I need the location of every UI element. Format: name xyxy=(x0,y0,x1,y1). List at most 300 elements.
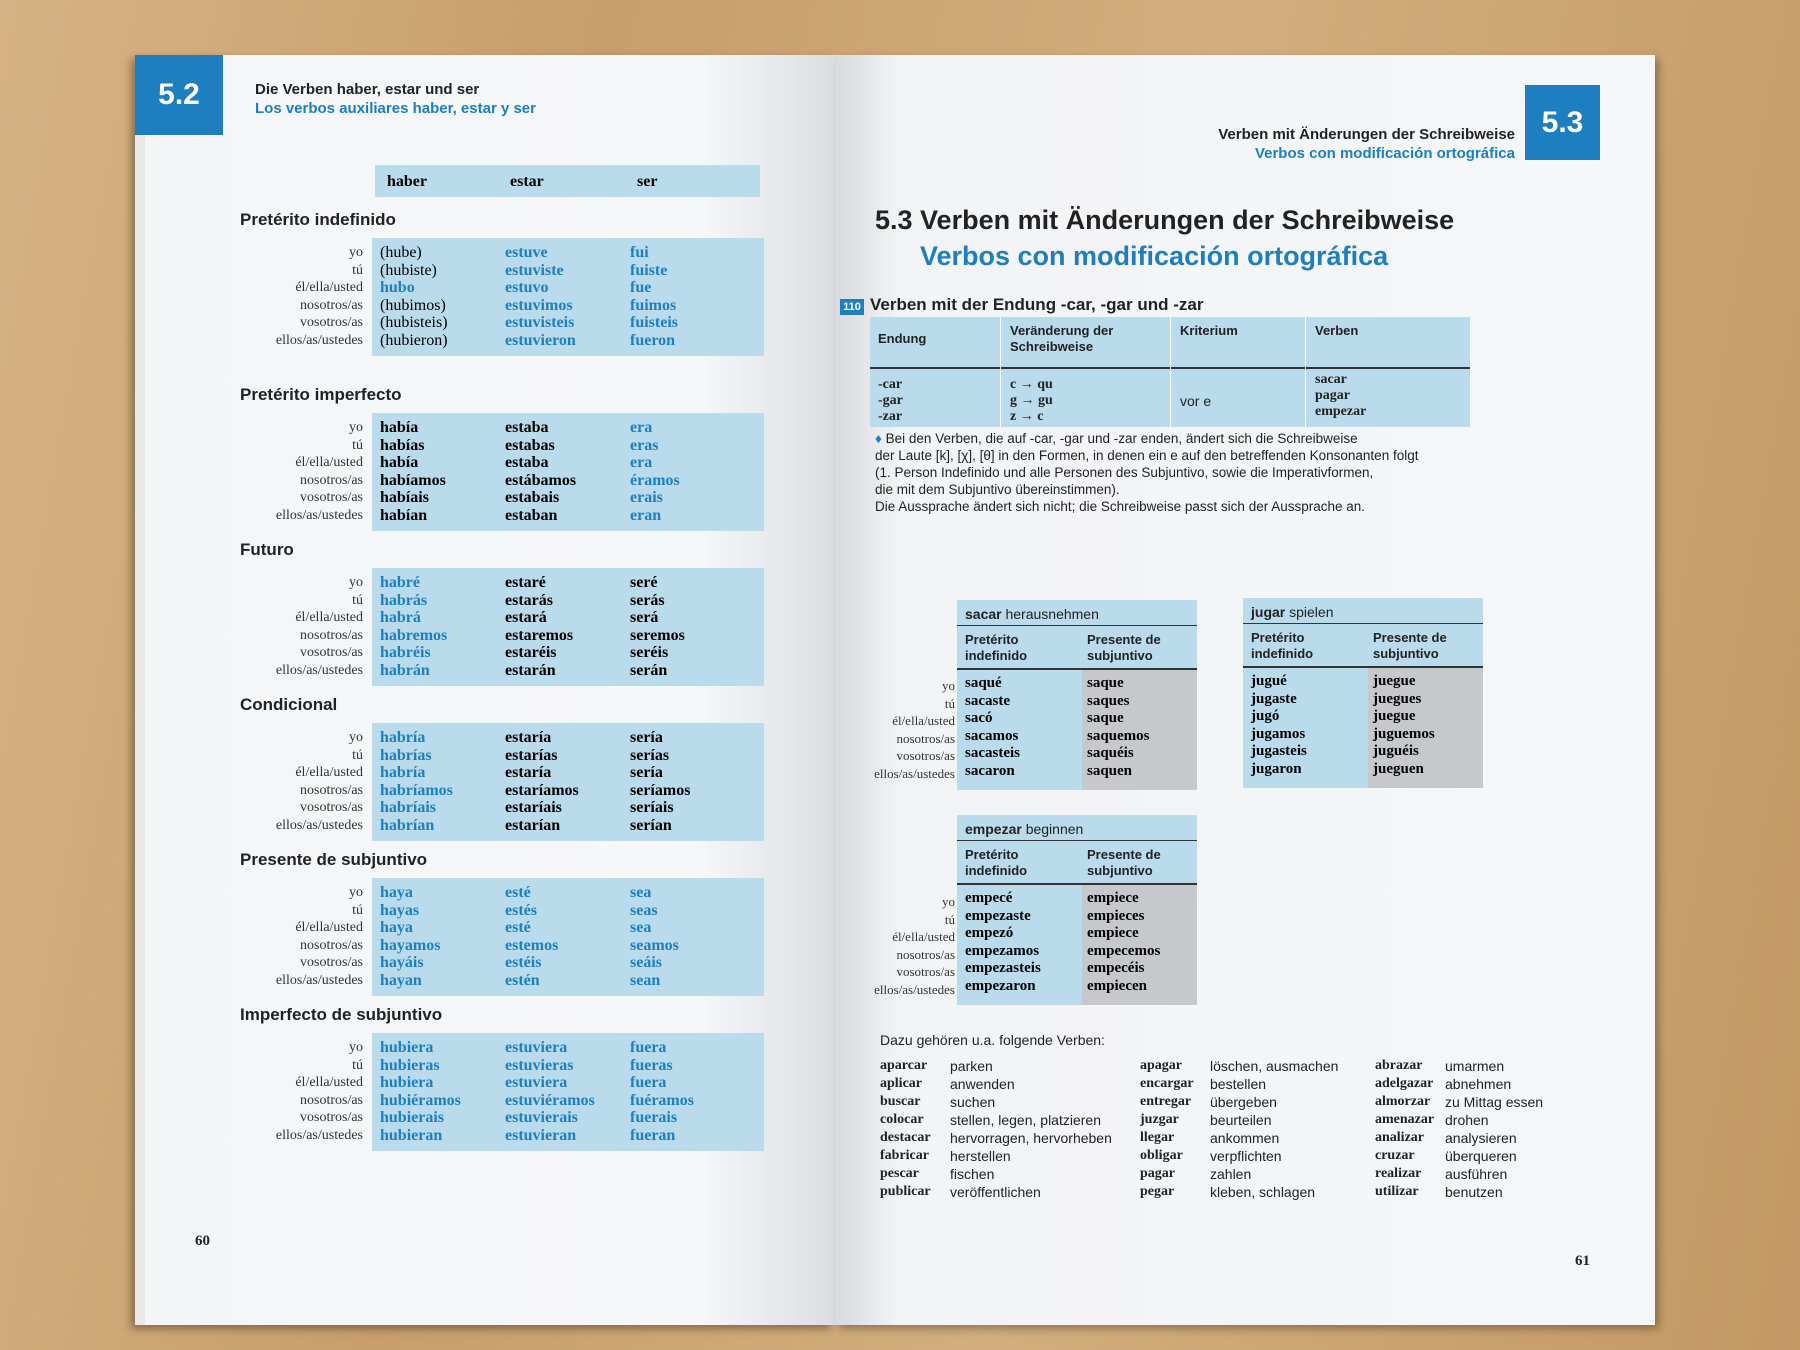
conjugation-table xyxy=(235,723,765,841)
change: z → c xyxy=(1010,409,1044,424)
table-rule xyxy=(957,625,1197,626)
para-line: der Laute [k], [χ], [θ] in den Formen, in denen ein e auf den betreffenden Konsonanten folgt xyxy=(875,448,1419,463)
verb-list-item xyxy=(880,1075,1130,1093)
th-indefinido: Pretérito indefinido xyxy=(965,632,1028,663)
verb-list-item xyxy=(1140,1165,1370,1183)
german-meaning: benutzen xyxy=(1445,1184,1503,1200)
pronoun: él/ella/usted xyxy=(295,610,363,625)
german-meaning: zahlen xyxy=(1210,1166,1252,1182)
german-meaning: veröffentlichen xyxy=(950,1184,1041,1200)
pronoun: ellos/as/ustedes xyxy=(874,765,955,781)
ending: -car xyxy=(878,377,903,392)
verb-list-item xyxy=(1375,1183,1635,1201)
verb-form: estarás xyxy=(505,591,553,609)
pronoun: nosotros/as xyxy=(300,297,363,313)
verb-form: empiece xyxy=(1087,890,1139,906)
verb-list-column xyxy=(880,1057,1130,1201)
verb-form: haya xyxy=(380,884,413,901)
verb-form: sacó xyxy=(965,710,993,726)
para-line: Die Aussprache ändert sich nicht; die Schreibweise passt sich der Aussprache an. xyxy=(875,499,1366,514)
spanish-verb: destacar xyxy=(880,1130,931,1145)
chapter-badge-left: 5.2 xyxy=(135,55,223,135)
verb-form: estaré xyxy=(505,574,546,591)
verb-form: (hubisteis) xyxy=(380,314,448,331)
table-rule xyxy=(957,840,1197,841)
conjugation-table xyxy=(235,413,765,531)
section-title: Imperfecto de subjuntivo xyxy=(240,1005,443,1024)
verb-table-sacar xyxy=(957,600,1197,790)
page-number-left: 60 xyxy=(195,1233,210,1249)
verb-form: habremos xyxy=(380,626,448,644)
verb-form: habían xyxy=(380,506,428,524)
verb-form: fui xyxy=(630,244,649,261)
header-de: Die Verben haber, estar und ser xyxy=(255,81,480,98)
spanish-verb: publicar xyxy=(880,1184,931,1199)
right-page xyxy=(835,55,1655,1325)
verb-form: saquemos xyxy=(1087,727,1150,744)
verb-form: estuvo xyxy=(505,279,549,296)
col-estar xyxy=(505,1039,595,1144)
german-meaning: suchen xyxy=(950,1094,996,1110)
verb-form: habría xyxy=(380,764,426,781)
verb-form: estaremos xyxy=(505,626,574,644)
conjugation-table xyxy=(235,1033,765,1151)
column-header-row xyxy=(375,165,760,197)
german-meaning: analysieren xyxy=(1445,1130,1517,1146)
spanish-verb: pagar xyxy=(1140,1166,1175,1181)
pronoun: yo xyxy=(349,885,363,900)
verb-form: saquéis xyxy=(1087,745,1134,761)
pronoun: él/ella/usted xyxy=(295,765,363,780)
german-meaning: umarmen xyxy=(1445,1058,1505,1074)
verb-meaning: spielen xyxy=(1289,604,1334,620)
spanish-verb: obligar xyxy=(1140,1148,1183,1163)
verb-table-jugar xyxy=(1243,598,1483,788)
pronoun-column xyxy=(235,1039,363,1144)
pronoun: tú xyxy=(352,902,363,918)
pronoun: vosotros/as xyxy=(300,315,363,330)
col-ser xyxy=(630,729,690,834)
verb-form: estarán xyxy=(505,661,556,679)
german-meaning: überqueren xyxy=(1445,1148,1517,1164)
section-number-badge: 110 xyxy=(840,299,864,315)
verb-form: juegues xyxy=(1373,690,1422,707)
verb-list-item xyxy=(880,1111,1130,1129)
german-meaning: parken xyxy=(950,1058,993,1074)
german-meaning: ankommen xyxy=(1210,1130,1280,1146)
verb-form: habíamos xyxy=(380,471,446,489)
section-title: Presente de subjuntivo xyxy=(240,850,428,869)
pronoun-column xyxy=(235,884,363,989)
german-meaning: drohen xyxy=(1445,1112,1489,1128)
spanish-verb: llegar xyxy=(1140,1130,1175,1145)
verb-form: saqué xyxy=(965,675,1002,691)
verb-list-item xyxy=(880,1147,1130,1165)
pronoun: tú xyxy=(944,911,955,927)
th-kriterium: Kriterium xyxy=(1180,323,1238,338)
col-haber xyxy=(380,729,453,834)
verb-form: serán xyxy=(630,661,668,679)
verb-form: estuviéramos xyxy=(505,1091,595,1109)
col-subjuntivo xyxy=(1087,675,1150,780)
verb-form: éramos xyxy=(630,471,680,489)
spanish-verb: amenazar xyxy=(1375,1112,1435,1127)
verb-form: estuviera xyxy=(505,1039,568,1056)
pronoun: tú xyxy=(352,747,363,763)
spanish-verb: utilizar xyxy=(1375,1184,1419,1199)
endings-cell xyxy=(878,377,903,425)
verb-form: era xyxy=(630,454,653,471)
pronoun: nosotros/as xyxy=(896,946,955,962)
pronoun: nosotros/as xyxy=(300,627,363,643)
verb-form: (hubiste) xyxy=(380,261,437,279)
verb-form: fuiste xyxy=(630,261,668,279)
table-title xyxy=(965,606,1099,622)
spanish-verb: aplicar xyxy=(880,1076,922,1091)
verb-form: serás xyxy=(630,591,665,609)
verb-form: habías xyxy=(380,436,425,454)
verb-form: empezó xyxy=(965,925,1014,941)
verb-list-item xyxy=(1375,1075,1635,1093)
verb-form: hubiéramos xyxy=(380,1091,461,1109)
verb-form: sacamos xyxy=(965,727,1019,744)
conjugation-table xyxy=(235,568,765,686)
verb-form: saquen xyxy=(1087,762,1133,779)
verb-infinitive: sacar xyxy=(965,606,1002,622)
verb-form: jugó xyxy=(1251,708,1280,724)
verb-form: hubo xyxy=(380,279,415,296)
verb-table-empezar xyxy=(957,815,1197,1005)
pronoun: él/ella/usted xyxy=(892,929,955,944)
verb-form: jugaron xyxy=(1251,760,1302,777)
verb-form: estarías xyxy=(505,746,558,764)
pronoun: yo xyxy=(349,1040,363,1055)
bullet-icon: ♦ xyxy=(875,431,882,446)
left-page xyxy=(135,55,835,1325)
pronoun: nosotros/as xyxy=(300,937,363,953)
pronoun-column xyxy=(863,677,955,782)
verb-form: fuimos xyxy=(630,296,677,314)
spanish-verb: realizar xyxy=(1375,1166,1422,1181)
verb-form: hayan xyxy=(380,971,422,989)
german-meaning: bestellen xyxy=(1210,1076,1267,1092)
pronoun-column xyxy=(235,729,363,834)
pronoun: nosotros/as xyxy=(896,730,955,746)
pronoun: ellos/as/ustedes xyxy=(275,332,363,348)
pronoun: vosotros/as xyxy=(300,800,363,815)
verb-form: estábamos xyxy=(505,471,577,489)
col-subjuntivo xyxy=(1087,890,1160,995)
pronoun: vosotros/as xyxy=(300,645,363,660)
verb-form: estuve xyxy=(505,244,548,261)
verb-form: era xyxy=(630,419,653,436)
verb-form: había xyxy=(380,454,419,471)
th-indefinido: Pretérito indefinido xyxy=(965,847,1028,878)
verb-form: estará xyxy=(505,609,547,626)
verb-form: estuvisteis xyxy=(505,314,575,331)
verb-form: eras xyxy=(630,436,659,454)
verb-form: (hube) xyxy=(380,244,422,261)
verb-form: sea xyxy=(630,884,652,901)
section-title: Futuro xyxy=(240,540,294,559)
chapter-badge-right: 5.3 xyxy=(1525,85,1600,160)
german-meaning: verpflichten xyxy=(1210,1148,1282,1164)
verb-form: jugamos xyxy=(1251,725,1306,742)
verb-form: estaba xyxy=(505,419,549,436)
th-subjuntivo: Presente de subjuntivo xyxy=(1373,630,1447,661)
col-ser xyxy=(630,884,679,989)
col-indefinido xyxy=(965,675,1020,780)
verb-form: hubieran xyxy=(380,1126,443,1144)
verb-form: habíais xyxy=(380,489,429,506)
verb-form: empiecen xyxy=(1087,977,1147,994)
verb-form: habría xyxy=(380,729,426,746)
verb-form: habrás xyxy=(380,591,428,609)
verb-form: estarían xyxy=(505,816,561,834)
verb-form: empieces xyxy=(1087,907,1145,924)
verb-form: estuvimos xyxy=(505,296,573,314)
verb-form: habrían xyxy=(380,816,435,834)
table-rule xyxy=(1243,623,1483,624)
pronoun: vosotros/as xyxy=(896,748,955,763)
verb-form: seremos xyxy=(630,626,685,644)
spanish-verb: pescar xyxy=(880,1166,919,1181)
pronoun: él/ella/usted xyxy=(295,1075,363,1090)
verb-form: fuerais xyxy=(630,1109,678,1126)
section-title: Pretérito imperfecto xyxy=(240,385,402,404)
th-endung: Endung xyxy=(878,331,927,346)
verb: empezar xyxy=(1315,404,1367,419)
verb-list-column xyxy=(1375,1057,1635,1201)
verb-list-item xyxy=(1140,1093,1370,1111)
verb-form: estuvieran xyxy=(505,1126,577,1144)
verb-form: hayamos xyxy=(380,936,441,954)
pronoun: ellos/as/ustedes xyxy=(275,507,363,523)
verb-list-item xyxy=(1375,1111,1635,1129)
col-subjuntivo xyxy=(1373,673,1435,778)
verb-list-item xyxy=(880,1093,1130,1111)
verb-form: juguemos xyxy=(1373,725,1435,742)
col-ser xyxy=(630,1039,694,1144)
spanish-verb: adelgazar xyxy=(1375,1076,1434,1091)
page-subtitle: Verbos con modificación ortográfica xyxy=(920,241,1389,271)
section-title: Pretérito indefinido xyxy=(240,210,396,229)
pronoun: tú xyxy=(352,1057,363,1073)
verb-form: habréis xyxy=(380,644,431,661)
pronoun: yo xyxy=(349,420,363,435)
verb-form: juegue xyxy=(1373,673,1416,689)
verb-form: empecé xyxy=(965,890,1013,906)
spanish-verb: pegar xyxy=(1140,1184,1175,1199)
verb-form: seríais xyxy=(630,799,674,816)
col-haber: haber xyxy=(387,173,427,190)
verb-form: habré xyxy=(380,574,420,591)
pronoun: tú xyxy=(352,262,363,278)
col-estar: estar xyxy=(510,173,544,190)
pronoun: ellos/as/ustedes xyxy=(874,981,955,997)
verb-list-item xyxy=(1140,1183,1370,1201)
pronoun: yo xyxy=(349,575,363,590)
verb-form: jugaste xyxy=(1251,690,1297,707)
verb-form: jugué xyxy=(1251,673,1287,689)
col-estar xyxy=(505,729,579,834)
verb-form: estaría xyxy=(505,764,552,781)
pronoun: él/ella/usted xyxy=(295,920,363,935)
verb-form: fue xyxy=(630,279,652,296)
german-meaning: herstellen xyxy=(950,1148,1011,1164)
verb-list-intro: Dazu gehören u.a. folgende Verben: xyxy=(880,1032,1105,1048)
pronoun-column xyxy=(235,574,363,679)
verb-form: (hubieron) xyxy=(380,331,448,349)
verb-form: estuvieras xyxy=(505,1056,574,1074)
verb-form: empezasteis xyxy=(965,960,1041,976)
pronoun: nosotros/as xyxy=(300,1092,363,1108)
verb-form: hubieras xyxy=(380,1056,440,1074)
german-meaning: fischen xyxy=(950,1166,995,1182)
verb-form: estés xyxy=(505,901,537,919)
verb-form: fueran xyxy=(630,1126,676,1144)
pronoun: yo xyxy=(349,730,363,745)
verb-form: estuviera xyxy=(505,1074,568,1091)
german-meaning: ausführen xyxy=(1445,1166,1508,1182)
pronoun: yo xyxy=(942,678,955,693)
verb-list-item xyxy=(880,1183,1130,1201)
change: g → gu xyxy=(1010,393,1053,408)
verb-form: hayáis xyxy=(380,954,424,971)
col-estar xyxy=(505,884,558,989)
col-indefinido xyxy=(1251,673,1307,778)
left-page-header xyxy=(255,80,536,118)
para-line: Bei den Verben, die auf -car, -gar und -zar enden, ändert sich die Schreibweise xyxy=(885,431,1358,446)
verb-form: hubiera xyxy=(380,1074,434,1091)
verb-list-item xyxy=(1375,1147,1635,1165)
verb-list-item xyxy=(1375,1129,1635,1147)
spanish-verb: encargar xyxy=(1140,1076,1194,1091)
verb-form: empezamos xyxy=(965,942,1040,959)
conjugation-table xyxy=(235,238,765,356)
verb-form: fueras xyxy=(630,1056,673,1074)
page-title: 5.3 Verben mit Änderungen der Schreibweise xyxy=(875,205,1455,235)
verb: sacar xyxy=(1315,372,1347,387)
pronoun: yo xyxy=(942,894,955,909)
header-de: Verben mit Änderungen der Schreibweise xyxy=(1218,126,1515,143)
pronoun: nosotros/as xyxy=(300,782,363,798)
verb-form: habrá xyxy=(380,609,421,626)
spanish-verb: almorzar xyxy=(1375,1094,1431,1109)
verb-form: estaban xyxy=(505,506,558,524)
verb: pagar xyxy=(1315,388,1350,403)
verb-form: habrías xyxy=(380,746,432,764)
verb-list-item xyxy=(1375,1093,1635,1111)
change: c → qu xyxy=(1010,377,1053,392)
verb-meaning: herausnehmen xyxy=(1005,606,1099,622)
verb-list-column xyxy=(1140,1057,1370,1201)
pronoun: tú xyxy=(944,695,955,711)
pronoun: vosotros/as xyxy=(300,490,363,505)
verb-form: fueron xyxy=(630,331,676,349)
th-indefinido: Pretérito indefinido xyxy=(1251,630,1314,661)
spanish-verb: apagar xyxy=(1140,1058,1182,1073)
verb-form: estabas xyxy=(505,436,555,454)
verb-infinitive: empezar xyxy=(965,821,1022,837)
pronoun: él/ella/usted xyxy=(892,713,955,728)
verb-list-item xyxy=(1140,1057,1370,1075)
verb-form: sacaste xyxy=(965,692,1010,709)
verb-form: jueguen xyxy=(1373,760,1424,777)
col-ser xyxy=(630,244,678,349)
verb-form: sería xyxy=(630,729,663,746)
verb-list-item xyxy=(1140,1075,1370,1093)
verb-form: estaba xyxy=(505,454,549,471)
verb-form: sería xyxy=(630,764,663,781)
german-meaning: zu Mittag essen xyxy=(1445,1094,1544,1110)
verb-form: estén xyxy=(505,971,540,989)
col-haber xyxy=(380,419,446,524)
spanish-verb: abrazar xyxy=(1375,1058,1423,1073)
table-divider xyxy=(1305,317,1306,427)
header-es: Verbos con modificación ortográfica xyxy=(1254,145,1515,162)
verb-list-item xyxy=(880,1129,1130,1147)
german-meaning: übergeben xyxy=(1210,1094,1277,1110)
verb-form: empezaste xyxy=(965,907,1031,924)
explanation-paragraph xyxy=(875,430,1495,515)
pronoun: ellos/as/ustedes xyxy=(275,662,363,678)
verb-list-item xyxy=(880,1165,1130,1183)
th-verben: Verben xyxy=(1315,323,1359,338)
pronoun: nosotros/as xyxy=(300,472,363,488)
table-divider xyxy=(1170,317,1171,427)
verb-form: habríais xyxy=(380,799,437,816)
pronoun: vosotros/as xyxy=(300,1110,363,1125)
verb-form: estuviste xyxy=(505,261,564,279)
conjugation-table xyxy=(235,878,765,996)
verb-form: esté xyxy=(505,884,531,901)
verb-form: hayas xyxy=(380,901,420,919)
criterion-cell: vor e xyxy=(1180,393,1212,409)
pronoun: ellos/as/ustedes xyxy=(275,817,363,833)
verb-form: fuisteis xyxy=(630,314,678,331)
verb-form: estaría xyxy=(505,729,552,746)
verb-form: estabais xyxy=(505,489,560,506)
col-estar xyxy=(505,419,576,524)
spanish-verb: cruzar xyxy=(1375,1148,1415,1163)
table-divider xyxy=(1000,317,1001,427)
spanish-verb: juzgar xyxy=(1140,1112,1179,1127)
pronoun-column xyxy=(235,244,363,349)
ending: -gar xyxy=(878,393,903,408)
th-subjuntivo: Presente de subjuntivo xyxy=(1087,847,1161,878)
pronoun: ellos/as/ustedes xyxy=(275,1127,363,1143)
para-line: (1. Person Indefinido und alle Personen des Subjuntivo, sowie die Imperativformen, xyxy=(875,465,1374,480)
verb-form: seas xyxy=(630,901,658,919)
verb-form: habrán xyxy=(380,661,430,679)
verb-form: estemos xyxy=(505,936,559,954)
verb-form: estaríamos xyxy=(505,781,579,799)
verb-form: seréis xyxy=(630,644,669,661)
verb-form: (hubimos) xyxy=(380,296,446,314)
verb-infinitive: jugar xyxy=(1251,604,1286,620)
verb-form: haya xyxy=(380,919,413,936)
pronoun: yo xyxy=(349,245,363,260)
verb-form: empecéis xyxy=(1087,960,1145,976)
german-meaning: löschen, ausmachen xyxy=(1210,1058,1339,1074)
verb-form: juguéis xyxy=(1373,743,1419,759)
verb-form: seré xyxy=(630,574,658,591)
col-haber xyxy=(380,244,448,349)
german-meaning: kleben, schlagen xyxy=(1210,1184,1316,1200)
verb-form: fuera xyxy=(630,1074,667,1091)
pronoun: vosotros/as xyxy=(300,955,363,970)
